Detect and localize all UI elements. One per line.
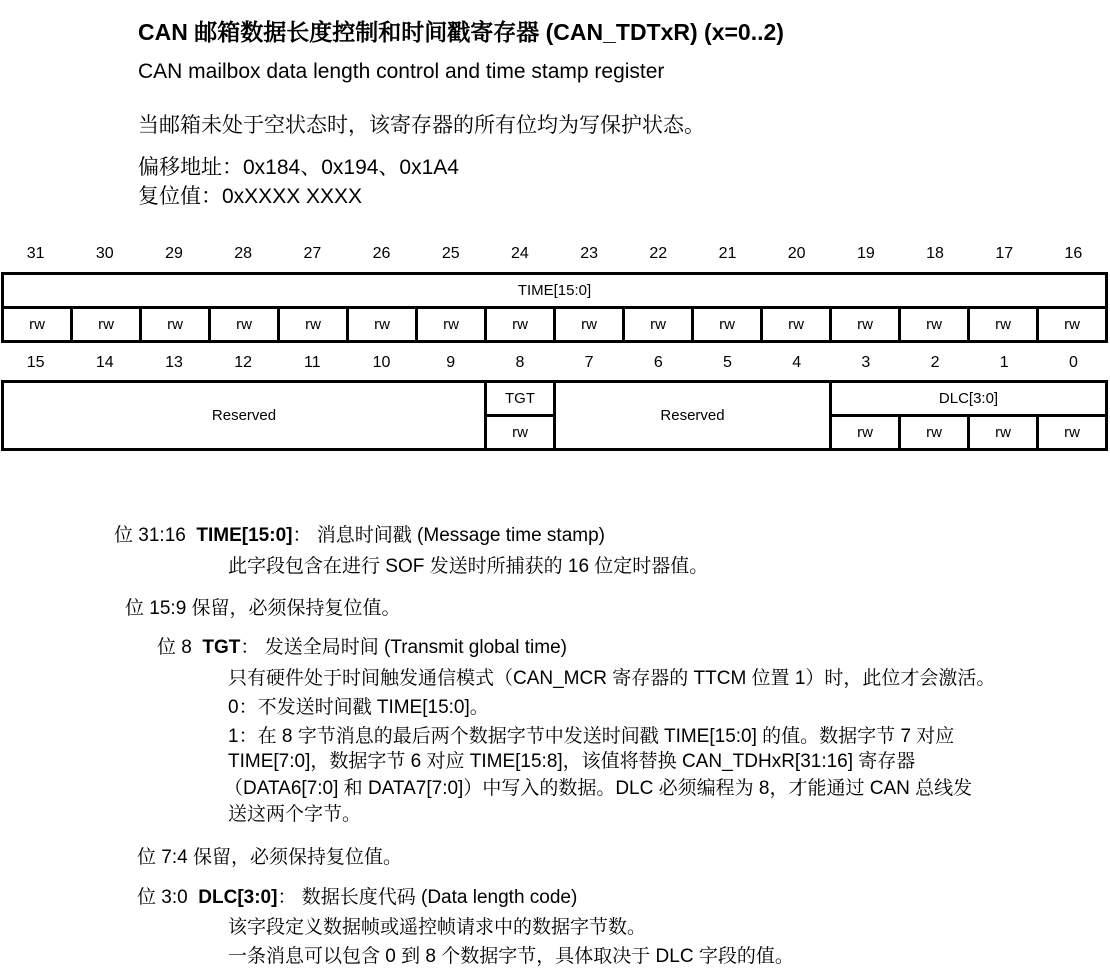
offset-address: 偏移地址：0x184、0x194、0x1A4 [138, 156, 459, 179]
field-dlc: DLC[3:0] [831, 382, 1107, 416]
desc-line: 此字段包含在进行 SOF 发送时所捕获的 16 位定时器值。 [228, 556, 709, 577]
lower-bit-numbers [1, 354, 1108, 378]
upper-register-table [1, 272, 1108, 343]
access-rw: rw [486, 416, 555, 450]
desc-dlc-heading [137, 882, 577, 909]
bit-number: 0 [1068, 354, 1078, 371]
field-reserved-15-9: Reserved [3, 382, 486, 450]
bit-number: 5 [723, 354, 732, 371]
bit-number: 12 [234, 354, 253, 371]
bit-number: 18 [926, 245, 944, 262]
access-rw: rw [1038, 308, 1107, 342]
bit-number: 8 [515, 354, 525, 371]
desc-line: 只有硬件处于时间触发通信模式（CAN_MCR 寄存器的 TTCM 位置 1）时，此位才会激活。 [228, 668, 996, 689]
field-title: 消息时间戳 (Message time stamp) [316, 525, 605, 546]
bit-number: 26 [372, 245, 391, 262]
bit-number: 10 [372, 354, 391, 371]
access-rw: rw [969, 416, 1038, 450]
bit-range: 位 8 [157, 637, 192, 658]
access-rw: rw [72, 308, 141, 342]
field-name: TIME[15:0] [196, 525, 293, 546]
desc-time-heading [114, 520, 605, 547]
bit-number: 23 [580, 245, 598, 262]
field-title: 保留，必须保持复位值。 [191, 598, 401, 619]
field-title: 保留，必须保持复位值。 [192, 847, 402, 868]
upper-bit-numbers [1, 245, 1108, 269]
access-rw: rw [624, 308, 693, 342]
access-rw: rw [348, 308, 417, 342]
field-reserved-7-4: Reserved [555, 382, 831, 450]
bit-number: 15 [26, 354, 45, 371]
bit-number: 14 [95, 354, 114, 371]
access-rw: rw [141, 308, 210, 342]
access-rw: rw [831, 416, 900, 450]
access-rw: rw [831, 308, 900, 342]
bit-number: 1 [999, 354, 1009, 371]
bit-number: 21 [718, 245, 737, 262]
field-name: TGT [202, 637, 241, 658]
bit-range: 位 3:0 [137, 887, 188, 908]
bit-range: 位 15:9 [125, 598, 187, 619]
bit-number: 22 [649, 245, 668, 262]
bit-number: 6 [653, 354, 663, 371]
bit-number: 9 [446, 354, 456, 371]
bit-number: 19 [856, 245, 875, 262]
desc-line: TIME[7:0]，数据字节 6 对应 TIME[15:8]，该值将替换 CAN_TDHxR[31:16] 寄存器 [228, 751, 916, 772]
access-rw: rw [1038, 416, 1107, 450]
bit-range: 位 31:16 [114, 525, 186, 546]
access-rw: rw [210, 308, 279, 342]
access-rw: rw [417, 308, 486, 342]
bit-number: 11 [304, 354, 321, 371]
register-subtitle: CAN mailbox data length control and time stamp register [138, 60, 665, 83]
bit-number: 7 [584, 354, 594, 371]
lower-register-table [1, 380, 1108, 451]
separator: ： [240, 637, 260, 658]
access-rw: rw [900, 416, 969, 450]
bit-number: 31 [26, 245, 45, 262]
separator: ： [277, 887, 297, 908]
desc-line: 0：不发送时间戳 TIME[15:0]。 [228, 697, 489, 718]
field-tgt: TGT [486, 382, 555, 416]
field-time: TIME[15:0] [3, 274, 1107, 308]
reset-value: 复位值：0xXXXX XXXX [138, 185, 363, 208]
access-rw: rw [693, 308, 762, 342]
bit-number: 25 [441, 245, 460, 262]
desc-reserved-7-4 [137, 842, 402, 869]
bit-number: 30 [95, 245, 114, 262]
desc-tgt-heading [157, 632, 567, 659]
desc-line: 1：在 8 字节消息的最后两个数据字节中发送时间戳 TIME[15:0] 的值。数据字节 7 对应 [228, 726, 955, 747]
access-rw: rw [279, 308, 348, 342]
field-name: DLC[3:0] [198, 887, 278, 908]
desc-reserved-15-9 [125, 593, 401, 620]
access-rw: rw [3, 308, 72, 342]
bit-number: 29 [165, 245, 183, 262]
field-title: 发送全局时间 (Transmit global time) [264, 637, 568, 658]
write-protect-note: 当邮箱未处于空状态时，该寄存器的所有位均为写保护状态。 [138, 114, 705, 137]
desc-line: （DATA6[7:0] 和 DATA7[7:0]）中写入的数据。DLC 必须编程为 8，才能通过 CAN 总线发 [224, 778, 973, 799]
bit-number: 3 [861, 354, 871, 371]
access-rw: rw [486, 308, 555, 342]
register-title: CAN 邮箱数据长度控制和时间戳寄存器 (CAN_TDTxR) (x=0..2) [138, 19, 784, 45]
desc-line: 该字段定义数据帧或遥控帧请求中的数据字节数。 [228, 917, 647, 938]
bit-number: 28 [234, 245, 253, 262]
desc-line: 一条消息可以包含 0 到 8 个数据字节，具体取决于 DLC 字段的值。 [228, 946, 794, 967]
access-rw: rw [555, 308, 624, 342]
bit-number: 20 [787, 245, 806, 262]
bit-number: 4 [792, 354, 802, 371]
desc-line: 送这两个字节。 [228, 804, 362, 825]
access-rw: rw [969, 308, 1038, 342]
bit-number: 17 [995, 245, 1014, 262]
bit-range: 位 7:4 [137, 847, 188, 868]
bit-number: 24 [511, 245, 529, 262]
separator: ： [292, 525, 312, 546]
bit-number: 13 [165, 354, 183, 371]
bit-number: 16 [1064, 245, 1083, 262]
field-title: 数据长度代码 (Data length code) [301, 887, 578, 908]
bit-number: 2 [930, 354, 940, 371]
access-rw: rw [762, 308, 831, 342]
access-rw: rw [900, 308, 969, 342]
bit-number: 27 [303, 245, 322, 262]
